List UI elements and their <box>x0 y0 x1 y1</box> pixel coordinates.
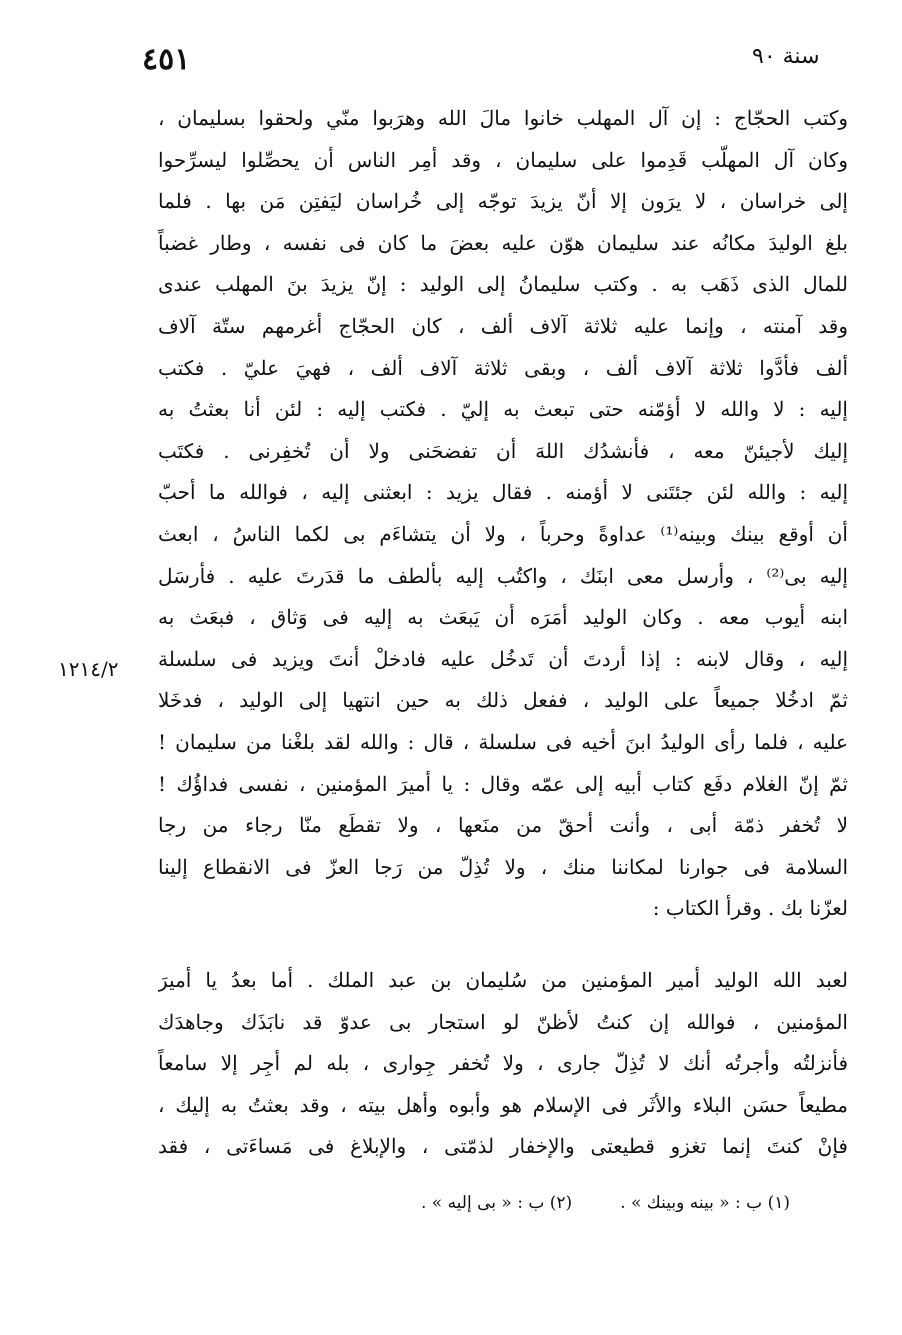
text-line: أن أوقع بينك وبينه⁽¹⁾ عداوةً وحرباً ، ولا أن يتشاءَم بى لكما الناسُ ، ابعث <box>158 521 848 546</box>
text-line: بلغ الوليدَ مكانُه عند سليمان هوّن عليه بعضَ ما كان فى نفسه ، وطار غضباً <box>158 230 848 255</box>
text-line: لعزّنا بك . وقرأ الكتاب : <box>652 896 848 921</box>
footnote-1: (١) ب : « بينه وبينك » . <box>620 1193 790 1213</box>
text-line: عليه ، فلما رأى الوليدُ ابنَ أخيه فى سلسلة ، قال : والله لقد بلغْنا من سليمان ! <box>158 729 848 754</box>
text-line: مطيعاً حسَن البلاء والأثَر فى الإسلام هو وأبوه وأهل بيته ، وقد بعثتُ به إليك ، <box>158 1092 848 1117</box>
letter-paragraph <box>158 960 848 1168</box>
running-head-year: سنة ٩٠ <box>752 44 820 69</box>
text-line: السلامة فى جوارنا لمكاننا منك ، ولا تُذِلّ من رَجا العزّ فى الانقطاع إلينا <box>158 854 848 879</box>
text-line: ألف فأدَّوا ثلاثة آلاف ألف ، وبقى ثلاثة آلاف ألف ، فهيَ عليّ . فكتب <box>158 355 848 380</box>
text-line: ثمّ إنّ الغلام دفَع كتاب أبيه إلى عمّه وقال : يا أميرَ المؤمنين ، نفسى فداؤُك ! <box>158 771 848 796</box>
footnotes <box>330 1193 790 1213</box>
footnote-2: (٢) ب : « بى إليه » . <box>420 1193 573 1213</box>
page-number: ٤٥١ <box>142 42 191 77</box>
text-line: وكان آل المهلّب قَدِموا على سليمان ، وقد أمِر الناس أن يحصِّلوا ليسرِّحوا <box>158 147 848 172</box>
text-line: إليه ، وقال لابنه : إذا أردتَ أن تَدخُل عليه فادخلْ أنتَ ويزيد فى سلسلة <box>158 646 848 671</box>
text-line: إليه : لا والله لا أؤمّنه حتى تبعث به إليّ . فكتب إليه : لئن أنا بعثتُ به <box>158 397 848 422</box>
text-line: إليه : والله لئن جئتَنى لا أؤمنه . فقال يزيد : ابعثنى إليه ، فوالله ما أحبّ <box>158 480 848 505</box>
text-line: وكتب الحجّاج : إن آل المهلب خانوا مالَ الله وهرَبوا منّي ولحقوا بسليمان ، <box>158 106 848 130</box>
narrative-paragraph <box>158 98 848 930</box>
margin-reference-number: ١٢١٤/٢ <box>58 657 119 681</box>
text-line: ثمّ ادخُلا جميعاً على الوليد ، ففعل ذلك به حين انتهيا إلى الوليد ، فدخَلا <box>158 688 848 713</box>
text-line: ابنه أيوب معه . وكان الوليد أمَرَه أن يَبعَث به إليه فى وَثاق ، فبعَث به <box>158 605 848 630</box>
text-line: فإنْ كنتَ إنما تغزو قطيعتى والإخفار لذمّتى ، والإبلاغ فى مَساءَتى ، فقد <box>158 1134 848 1159</box>
text-line: إليه بى⁽²⁾ ، وأرسل معى ابنَك ، واكتُب إليه بألطف ما قدَرتَ عليه . فأرسَل <box>158 563 848 588</box>
text-line: إلى خراسان ، لا يرَون إلا أنّ يزيدَ توجّه إلى خُراسان ليَفتِن مَن بها . فلما <box>158 189 848 214</box>
text-line: لعبد الله الوليد أمير المؤمنين من سُليمان بن عبد الملك . أما بعدُ يا أميرَ <box>158 968 848 992</box>
text-line: فأنزلتُه وأجرتُه أنك لا تُذِلّ جارى ، ولا تُخفر جِوارى ، بله لم أجِر إلا سامعاً <box>158 1051 848 1076</box>
text-line: المؤمنين ، فوالله إن كنتُ لأظنّ لو استجار بى عدوّ قد نابَذَك وجاهدَك <box>158 1009 848 1034</box>
text-line: للمال الذى ذَهَب به . وكتب سليمانُ إلى الوليد : إنّ يزيدَ بنَ المهلب عندى <box>158 272 848 297</box>
text-line: إليك لأجيئنّ معه ، فأنشدُك اللهَ أن تفضحَنى ولا أن تُخفِرنى . فكتَب <box>158 438 848 463</box>
text-line: لا تُخفر ذمّة أبى ، وأنت أحقّ من منَعها ، ولا تقطَع منّا رجاء من رجا <box>158 813 848 838</box>
text-line: وقد آمنته ، وإنما عليه ثلاثة آلاف ألف ، كان الحجّاج أغرمهم ستّة آلاف <box>158 313 848 338</box>
